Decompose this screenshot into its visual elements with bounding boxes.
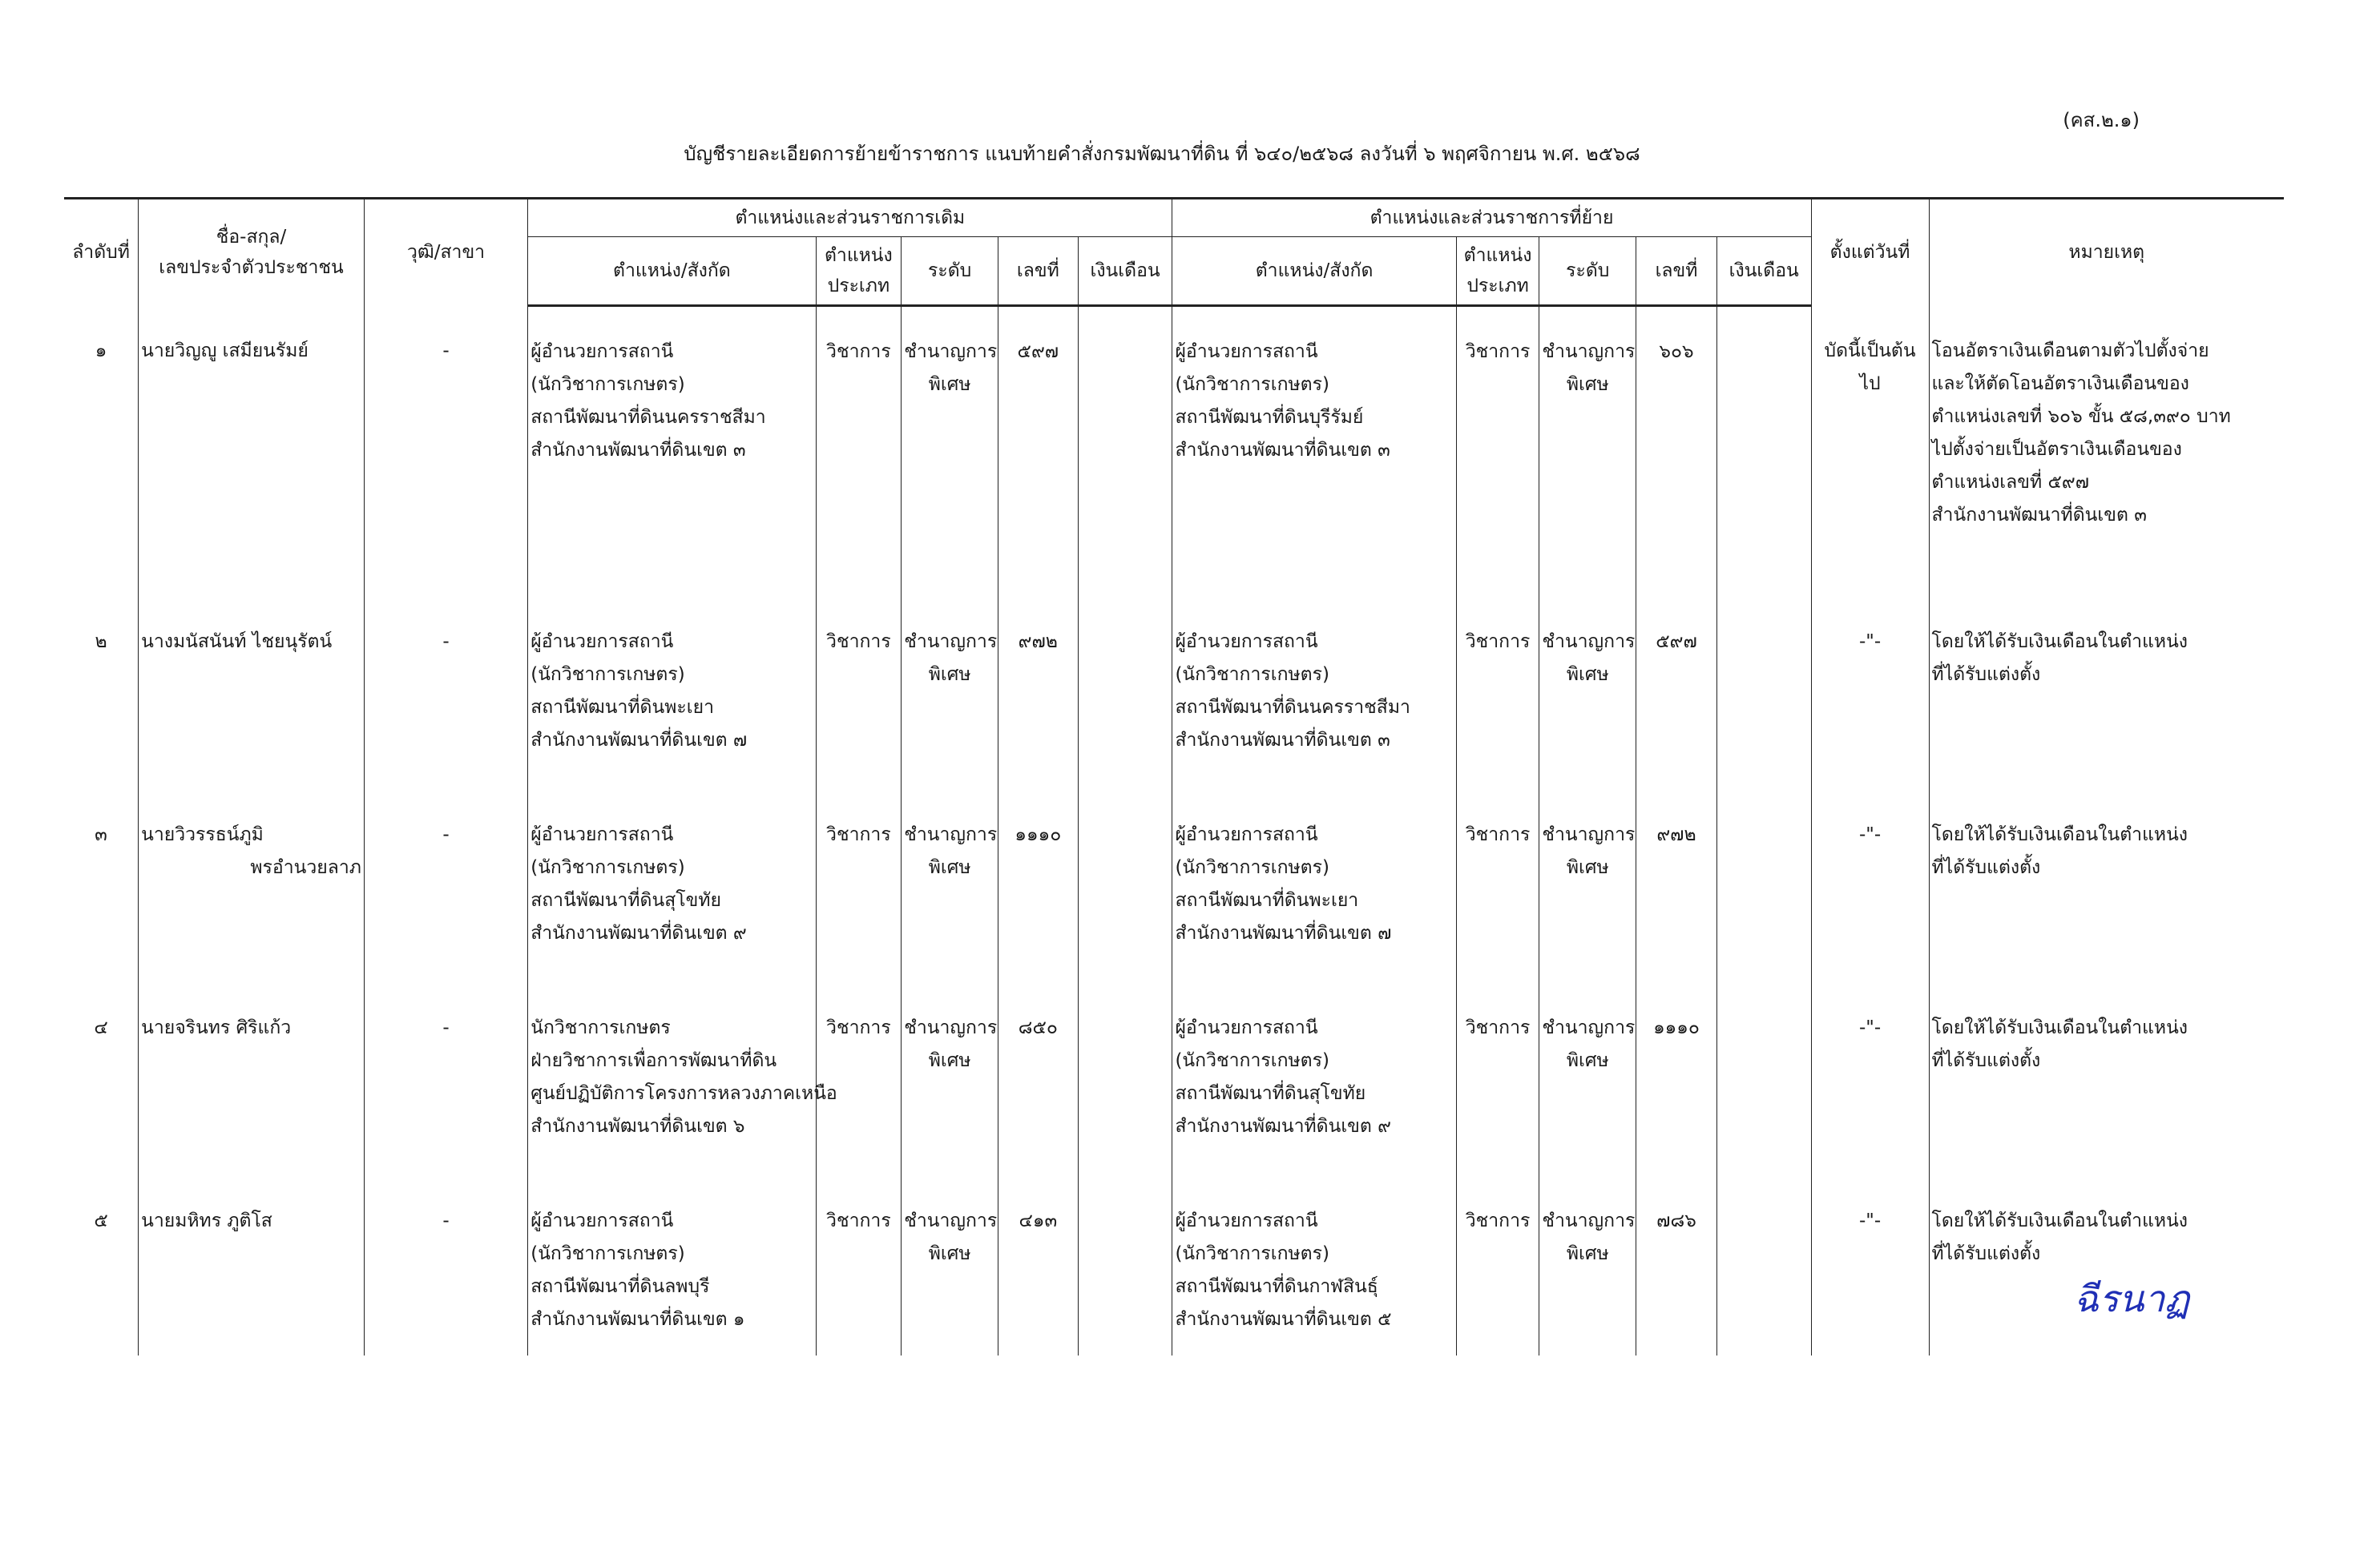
- table-row: [64, 790, 2284, 983]
- old-type-text: วิชาการ: [826, 1017, 891, 1038]
- old-number: [998, 983, 1079, 1176]
- new-number-text: ๕๙๗: [1656, 631, 1697, 652]
- new-position-line: (นักวิชาการเกษตร): [1175, 857, 1329, 878]
- employee-name: [139, 1176, 365, 1356]
- new-type: [1456, 597, 1539, 790]
- new-level-line: พิเศษ: [1566, 1050, 1609, 1071]
- row-number-text: ๓: [95, 824, 107, 845]
- header-new-number: เลขที่: [1636, 237, 1717, 306]
- employee-name: [139, 983, 365, 1176]
- header-old-type: [816, 237, 902, 306]
- old-position-line: สำนักงานพัฒนาที่ดินเขต ๗: [530, 730, 748, 751]
- new-level-line: ชำนาญการ: [1542, 1017, 1636, 1038]
- remark: [1929, 983, 2284, 1176]
- remark-line: ไปตั้งจ่ายเป็นอัตราเงินเดือนของ: [1931, 438, 2182, 460]
- employee-name: [139, 790, 365, 983]
- document-title: บัญชีรายละเอียดการย้ายข้าราชการ แนบท้ายคำสั่งกรมพัฒนาที่ดิน ที่ ๖๔๐/๒๕๖๘ ลงวันที่ ๖ พฤศจิกายน พ.ศ. ๒๕๖๘: [684, 143, 1640, 165]
- employee-name-text: นายวิวรรธน์ภูมิ: [141, 824, 264, 845]
- effective-date: [1811, 790, 1929, 983]
- old-level: [902, 1176, 998, 1356]
- old-type: [816, 1176, 902, 1356]
- new-salary: [1716, 306, 1811, 598]
- employee-name-text: นายจรินทร ศิริแก้ว: [141, 1017, 292, 1038]
- new-level: [1539, 306, 1636, 598]
- old-level-line: ชำนาญการ: [904, 631, 998, 652]
- new-position-line: ผู้อำนวยการสถานี: [1175, 824, 1318, 845]
- old-salary: [1078, 597, 1172, 790]
- new-level-line: ชำนาญการ: [1542, 631, 1636, 652]
- old-position-line: สำนักงานพัฒนาที่ดินเขต ๑: [530, 1309, 745, 1330]
- header-old-position: ตำแหน่ง/สังกัด: [528, 237, 816, 306]
- qualification-text: -: [442, 1211, 450, 1231]
- effective-date-text: -"-: [1858, 1017, 1882, 1038]
- remark: [1929, 790, 2284, 983]
- new-level-line: พิเศษ: [1566, 1243, 1609, 1264]
- old-position-line: (นักวิชาการเกษตร): [530, 664, 685, 685]
- new-position-line: (นักวิชาการเกษตร): [1175, 664, 1329, 685]
- new-position: [1172, 790, 1456, 983]
- new-number-text: ๗๘๖: [1656, 1211, 1696, 1231]
- old-salary: [1078, 983, 1172, 1176]
- old-position-line: (นักวิชาการเกษตร): [530, 1243, 685, 1264]
- header-old-level: ระดับ: [902, 237, 998, 306]
- old-number-text: ๘๕๐: [1018, 1017, 1058, 1038]
- old-type: [816, 790, 902, 983]
- old-level-line: พิเศษ: [928, 664, 971, 685]
- old-salary: [1078, 790, 1172, 983]
- old-position-line: ผู้อำนวยการสถานี: [530, 631, 674, 652]
- new-position: [1172, 1176, 1456, 1356]
- form-code: (คส.๒.๑): [2063, 109, 2140, 131]
- table-row: [64, 306, 2284, 598]
- remark-line: โดยให้ได้รับเงินเดือนในตำแหน่ง: [1931, 824, 2188, 845]
- header-remark: หมายเหตุ: [1929, 199, 2284, 306]
- old-salary: [1078, 306, 1172, 598]
- remark: [1929, 1176, 2284, 1356]
- new-number: [1636, 790, 1717, 983]
- new-level: [1539, 1176, 1636, 1356]
- new-position: [1172, 597, 1456, 790]
- new-position-line: สำนักงานพัฒนาที่ดินเขต ๗: [1175, 923, 1392, 944]
- old-position-line: ผู้อำนวยการสถานี: [530, 824, 674, 845]
- old-number: [998, 306, 1079, 598]
- new-position-line: สถานีพัฒนาที่ดินกาฬสินธุ์: [1175, 1276, 1378, 1297]
- old-level-line: พิเศษ: [928, 374, 971, 395]
- old-level: [902, 597, 998, 790]
- new-level: [1539, 983, 1636, 1176]
- row-number: [64, 1176, 139, 1356]
- old-position-line: สถานีพัฒนาที่ดินนครราชสีมา: [530, 407, 766, 428]
- row-number: [64, 306, 139, 598]
- old-type: [816, 983, 902, 1176]
- row-number-text: ๔: [94, 1017, 108, 1038]
- old-position: [528, 1176, 816, 1356]
- new-position-line: ผู้อำนวยการสถานี: [1175, 1211, 1318, 1231]
- row-number: [64, 983, 139, 1176]
- new-number-text: ๙๗๒: [1656, 824, 1696, 845]
- old-level: [902, 790, 998, 983]
- employee-name: [139, 306, 365, 598]
- new-position: [1172, 983, 1456, 1176]
- table-row: [64, 983, 2284, 1176]
- old-position-line: นักวิชาการเกษตร: [530, 1017, 671, 1038]
- old-number: [998, 790, 1079, 983]
- old-type: [816, 306, 902, 598]
- new-number: [1636, 306, 1717, 598]
- old-type-text: วิชาการ: [826, 631, 891, 652]
- old-number-text: ๑๑๑๐: [1015, 824, 1062, 845]
- signature: ฉีรนาฏ: [2074, 1277, 2190, 1320]
- qualification-text: -: [442, 824, 450, 845]
- row-number-text: ๑: [95, 340, 107, 361]
- remark-line: ที่ได้รับแต่งตั้ง: [1931, 664, 2041, 685]
- header-type-line1: ตำแหน่ง: [824, 245, 893, 266]
- row-number-text: ๒: [95, 631, 107, 652]
- header-no: ลำดับที่: [64, 199, 139, 306]
- new-position-line: สำนักงานพัฒนาที่ดินเขต ๙: [1175, 1116, 1391, 1137]
- employee-name-text: นายวิญญู เสมียนรัมย์: [141, 340, 309, 361]
- old-type-text: วิชาการ: [826, 824, 891, 845]
- new-level-line: พิเศษ: [1566, 857, 1609, 878]
- remark-line: โอนอัตราเงินเดือนตามตัวไปตั้งจ่าย: [1931, 340, 2209, 361]
- old-level-line: พิเศษ: [928, 857, 971, 878]
- header-name-line2: เลขประจำตัวประชาชน: [159, 257, 344, 279]
- new-type: [1456, 1176, 1539, 1356]
- qualification: [364, 597, 527, 790]
- new-number: [1636, 983, 1717, 1176]
- old-level: [902, 983, 998, 1176]
- old-level: [902, 306, 998, 598]
- new-salary: [1716, 790, 1811, 983]
- header-new-position: ตำแหน่ง/สังกัด: [1172, 237, 1456, 306]
- header-old-salary: เงินเดือน: [1078, 237, 1172, 306]
- effective-date-text: -"-: [1858, 631, 1882, 652]
- transfer-table: [64, 197, 2284, 1356]
- new-salary: [1716, 1176, 1811, 1356]
- new-type: [1456, 790, 1539, 983]
- new-position-line: สถานีพัฒนาที่ดินนครราชสีมา: [1175, 697, 1410, 718]
- new-position-line: ผู้อำนวยการสถานี: [1175, 631, 1318, 652]
- new-position-line: สำนักงานพัฒนาที่ดินเขต ๓: [1175, 730, 1390, 751]
- new-level: [1539, 790, 1636, 983]
- header-type-line1: ตำแหน่ง: [1463, 245, 1532, 266]
- row-number: [64, 790, 139, 983]
- effective-date: [1811, 983, 1929, 1176]
- new-position-line: สถานีพัฒนาที่ดินบุรีรัมย์: [1175, 407, 1364, 428]
- remark-line: ตำแหน่งเลขที่ ๖๐๖ ขั้น ๕๘,๓๙๐ บาท: [1931, 405, 2231, 427]
- old-number: [998, 1176, 1079, 1356]
- new-type-text: วิชาการ: [1465, 1017, 1531, 1038]
- old-position-line: สำนักงานพัฒนาที่ดินเขต ๓: [530, 440, 746, 461]
- old-position: [528, 790, 816, 983]
- remark-line: ที่ได้รับแต่งตั้ง: [1931, 1243, 2041, 1264]
- old-position-line: ผู้อำนวยการสถานี: [530, 341, 674, 362]
- header-new-salary: เงินเดือน: [1716, 237, 1811, 306]
- new-number-text: ๖๐๖: [1659, 341, 1694, 362]
- old-level-line: พิเศษ: [928, 1243, 971, 1264]
- old-level-line: ชำนาญการ: [904, 341, 998, 362]
- employee-name-text: นายมหิทร ภูติโส: [141, 1211, 272, 1231]
- remark-line: สำนักงานพัฒนาที่ดินเขต ๓: [1931, 504, 2147, 526]
- effective-date-text: -"-: [1858, 1211, 1882, 1231]
- row-number-text: ๕: [94, 1211, 108, 1231]
- new-type-text: วิชาการ: [1465, 341, 1531, 362]
- new-level-line: ชำนาญการ: [1542, 341, 1636, 362]
- employee-name-text: นางมนัสนันท์ ไชยนุรัตน์: [141, 631, 333, 652]
- old-position-line: สถานีพัฒนาที่ดินสุโขทัย: [530, 890, 721, 911]
- qualification: [364, 983, 527, 1176]
- old-position-line: (นักวิชาการเกษตร): [530, 374, 685, 395]
- old-number-text: ๕๙๗: [1017, 341, 1059, 362]
- old-level-line: ชำนาญการ: [904, 824, 998, 845]
- new-type: [1456, 983, 1539, 1176]
- old-level-line: พิเศษ: [928, 1050, 971, 1071]
- employee-name-cont: พรอำนวยลาภ: [250, 857, 361, 878]
- new-position-line: สำนักงานพัฒนาที่ดินเขต ๓: [1175, 440, 1390, 461]
- old-position: [528, 597, 816, 790]
- effective-date: [1811, 1176, 1929, 1356]
- table-row: [64, 1176, 2284, 1356]
- new-type-text: วิชาการ: [1465, 631, 1531, 652]
- old-level-line: ชำนาญการ: [904, 1017, 998, 1038]
- header-effective: ตั้งแต่วันที่: [1811, 199, 1929, 306]
- effective-date: [1811, 306, 1929, 598]
- effective-date: [1811, 597, 1929, 790]
- remark-line: ที่ได้รับแต่งตั้ง: [1931, 1050, 2041, 1071]
- old-position-line: (นักวิชาการเกษตร): [530, 857, 685, 878]
- old-type: [816, 597, 902, 790]
- old-salary: [1078, 1176, 1172, 1356]
- old-level-line: ชำนาญการ: [904, 1211, 998, 1231]
- new-type-text: วิชาการ: [1465, 824, 1531, 845]
- old-position-line: สถานีพัฒนาที่ดินลพบุรี: [530, 1276, 710, 1297]
- qualification-text: -: [442, 340, 450, 361]
- table-row: [64, 597, 2284, 790]
- qualification: [364, 790, 527, 983]
- remark: [1929, 306, 2284, 598]
- new-position: [1172, 306, 1456, 598]
- old-position-line: สถานีพัฒนาที่ดินพะเยา: [530, 697, 714, 718]
- header-name-line1: ชื่อ-สกุล/: [216, 227, 287, 248]
- new-type-text: วิชาการ: [1465, 1211, 1531, 1231]
- new-level: [1539, 597, 1636, 790]
- old-type-text: วิชาการ: [826, 1211, 891, 1231]
- new-position-line: สถานีพัฒนาที่ดินพะเยา: [1175, 890, 1359, 911]
- old-number-text: ๙๗๒: [1018, 631, 1058, 652]
- new-level-line: พิเศษ: [1566, 664, 1609, 685]
- new-salary: [1716, 983, 1811, 1176]
- header-name: [139, 199, 365, 306]
- old-type-text: วิชาการ: [826, 341, 891, 362]
- remark-line: ที่ได้รับแต่งตั้ง: [1931, 857, 2041, 878]
- qualification-text: -: [442, 631, 450, 652]
- effective-date-text: บัดนี้เป็นต้นไป: [1824, 340, 1916, 394]
- new-position-line: ผู้อำนวยการสถานี: [1175, 341, 1318, 362]
- remark: [1929, 597, 2284, 790]
- header-type-line2: ประเภท: [827, 276, 890, 296]
- remark-line: โดยให้ได้รับเงินเดือนในตำแหน่ง: [1931, 1211, 2188, 1231]
- new-position-line: (นักวิชาการเกษตร): [1175, 1243, 1329, 1264]
- header-new-type: [1456, 237, 1539, 306]
- table-body: [64, 306, 2284, 1356]
- new-position-line: (นักวิชาการเกษตร): [1175, 374, 1329, 395]
- old-position-line: ศูนย์ปฏิบัติการโครงการหลวงภาคเหนือ: [530, 1083, 837, 1104]
- old-number-text: ๔๑๓: [1019, 1211, 1058, 1231]
- old-position: [528, 983, 837, 1176]
- new-position-line: ผู้อำนวยการสถานี: [1175, 1017, 1318, 1038]
- new-level-line: ชำนาญการ: [1542, 1211, 1636, 1231]
- employee-name: [139, 597, 365, 790]
- header-new-level: ระดับ: [1539, 237, 1636, 306]
- qualification: [364, 1176, 527, 1356]
- new-position-line: (นักวิชาการเกษตร): [1175, 1050, 1329, 1071]
- remark-line: โดยให้ได้รับเงินเดือนในตำแหน่ง: [1931, 1017, 2188, 1038]
- header-old-number: เลขที่: [998, 237, 1079, 306]
- qualification-text: -: [442, 1017, 450, 1038]
- remark-line: ตำแหน่งเลขที่ ๕๙๗: [1931, 471, 2090, 493]
- effective-date-text: -"-: [1858, 824, 1882, 845]
- header-type-line2: ประเภท: [1466, 276, 1529, 296]
- new-level-line: พิเศษ: [1566, 374, 1609, 395]
- new-type: [1456, 306, 1539, 598]
- old-position-line: สำนักงานพัฒนาที่ดินเขต ๖: [530, 1116, 745, 1137]
- header-group-old: ตำแหน่งและส่วนราชการเดิม: [528, 199, 1172, 237]
- remark-line: และให้ตัดโอนอัตราเงินเดือนของ: [1931, 373, 2189, 394]
- old-number: [998, 597, 1079, 790]
- qualification: [364, 306, 527, 598]
- header-group-new: ตำแหน่งและส่วนราชการที่ย้าย: [1172, 199, 1811, 237]
- new-salary: [1716, 597, 1811, 790]
- new-level-line: ชำนาญการ: [1542, 824, 1636, 845]
- new-number: [1636, 597, 1717, 790]
- new-position-line: สถานีพัฒนาที่ดินสุโขทัย: [1175, 1083, 1366, 1104]
- row-number: [64, 597, 139, 790]
- new-position-line: สำนักงานพัฒนาที่ดินเขต ๕: [1175, 1309, 1392, 1330]
- old-position-line: สำนักงานพัฒนาที่ดินเขต ๙: [530, 923, 747, 944]
- remark-line: โดยให้ได้รับเงินเดือนในตำแหน่ง: [1931, 631, 2188, 652]
- old-position: [528, 306, 816, 598]
- new-number-text: ๑๑๑๐: [1653, 1017, 1700, 1038]
- header-qualification: วุฒิ/สาขา: [364, 199, 527, 306]
- old-position-line: ฝ่ายวิชาการเพื่อการพัฒนาที่ดิน: [530, 1050, 777, 1071]
- new-number: [1636, 1176, 1717, 1356]
- old-position-line: ผู้อำนวยการสถานี: [530, 1211, 674, 1231]
